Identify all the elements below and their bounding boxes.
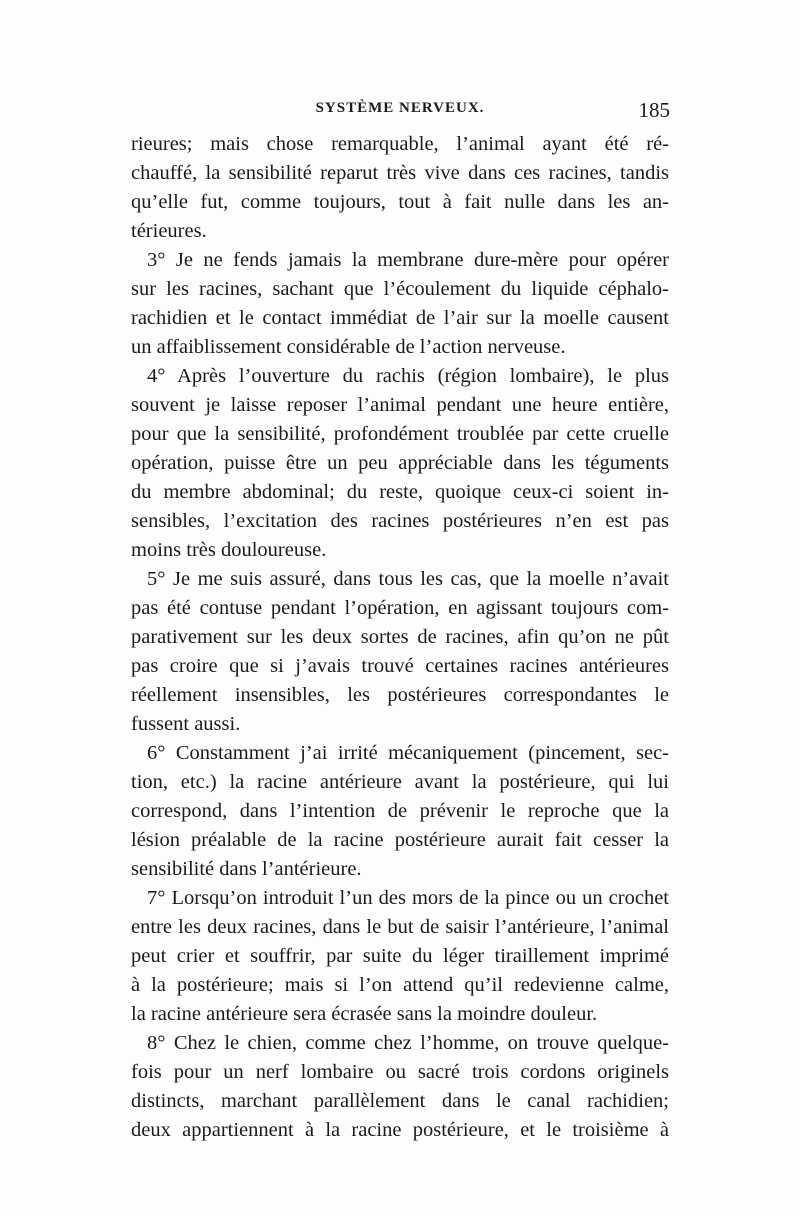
text-line: pas croire que si j’avais trouvé certaines racines antérieures bbox=[131, 655, 669, 677]
text-line: 7° Lorsqu’on introduit l’un des mors de la pince ou un crochet bbox=[147, 887, 669, 909]
text-line: souvent je laisse reposer l’animal pendant une heure entière, bbox=[131, 394, 669, 416]
text-line: correspond, dans l’intention de prévenir le reproche que la bbox=[131, 800, 669, 822]
text-line: à la postérieure; mais si l’on attend qu’il redevienne calme, bbox=[131, 974, 669, 996]
text-line: rachidien et le contact immédiat de l’air sur la moelle causent bbox=[131, 307, 669, 329]
text-line: fois pour un nerf lombaire ou sacré trois cordons originels bbox=[131, 1061, 669, 1083]
text-line: fussent aussi. bbox=[131, 713, 241, 735]
text-line: sensibilité dans l’antérieure. bbox=[131, 858, 362, 880]
text-line: un affaiblissement considérable de l’action nerveuse. bbox=[131, 336, 566, 358]
text-line: tion, etc.) la racine antérieure avant la postérieure, qui lui bbox=[131, 771, 669, 793]
text-line: du membre abdominal; du reste, quoique ceux-ci soient in- bbox=[131, 481, 669, 503]
text-line: sur les racines, sachant que l’écoulement du liquide céphalo- bbox=[131, 278, 669, 300]
text-line: deux appartiennent à la racine postérieure, et le troisième à bbox=[131, 1119, 669, 1141]
text-line: 5° Je me suis assuré, dans tous les cas, que la moelle n’avait bbox=[147, 568, 669, 590]
text-line: pas été contuse pendant l’opération, en agissant toujours com- bbox=[131, 597, 669, 619]
text-line: distincts, marchant parallèlement dans le canal rachidien; bbox=[131, 1090, 669, 1112]
page-header bbox=[130, 100, 670, 130]
page-number: 185 bbox=[638, 98, 670, 122]
text-line: parativement sur les deux sortes de racines, afin qu’on ne pût bbox=[131, 626, 669, 648]
text-line: pour que la sensibilité, profondément troublée par cette cruelle bbox=[131, 423, 669, 445]
text-line: entre les deux racines, dans le but de saisir l’antérieure, l’animal bbox=[131, 916, 669, 938]
text-line: la racine antérieure sera écrasée sans la moindre douleur. bbox=[131, 1003, 598, 1025]
running-title: SYSTÈME NERVEUX. bbox=[315, 100, 485, 116]
text-line: réellement insensibles, les postérieures correspondantes le bbox=[131, 684, 669, 706]
body-text bbox=[131, 130, 669, 1145]
text-line: 8° Chez le chien, comme chez l’homme, on trouve quelque- bbox=[147, 1032, 669, 1054]
text-line: opération, puisse être un peu appréciable dans les téguments bbox=[131, 452, 669, 474]
text-line: moins très douloureuse. bbox=[131, 539, 327, 561]
text-line: 3° Je ne fends jamais la membrane dure-mère pour opérer bbox=[147, 249, 669, 271]
text-line: peut crier et souffrir, par suite du léger tiraillement imprimé bbox=[131, 945, 669, 967]
text-line: qu’elle fut, comme toujours, tout à fait nulle dans les an- bbox=[131, 191, 669, 213]
text-line: 4° Après l’ouverture du rachis (région lombaire), le plus bbox=[147, 365, 669, 387]
text-line: 6° Constamment j’ai irrité mécaniquement (pincement, sec- bbox=[147, 742, 669, 764]
text-line: lésion préalable de la racine postérieure aurait fait cesser la bbox=[131, 829, 669, 851]
text-line: térieures. bbox=[131, 220, 207, 242]
text-line: sensibles, l’excitation des racines postérieures n’en est pas bbox=[131, 510, 669, 532]
text-line: rieures; mais chose remarquable, l’animal ayant été ré- bbox=[131, 133, 669, 155]
text-line: chauffé, la sensibilité reparut très vive dans ces racines, tandis bbox=[131, 162, 669, 184]
